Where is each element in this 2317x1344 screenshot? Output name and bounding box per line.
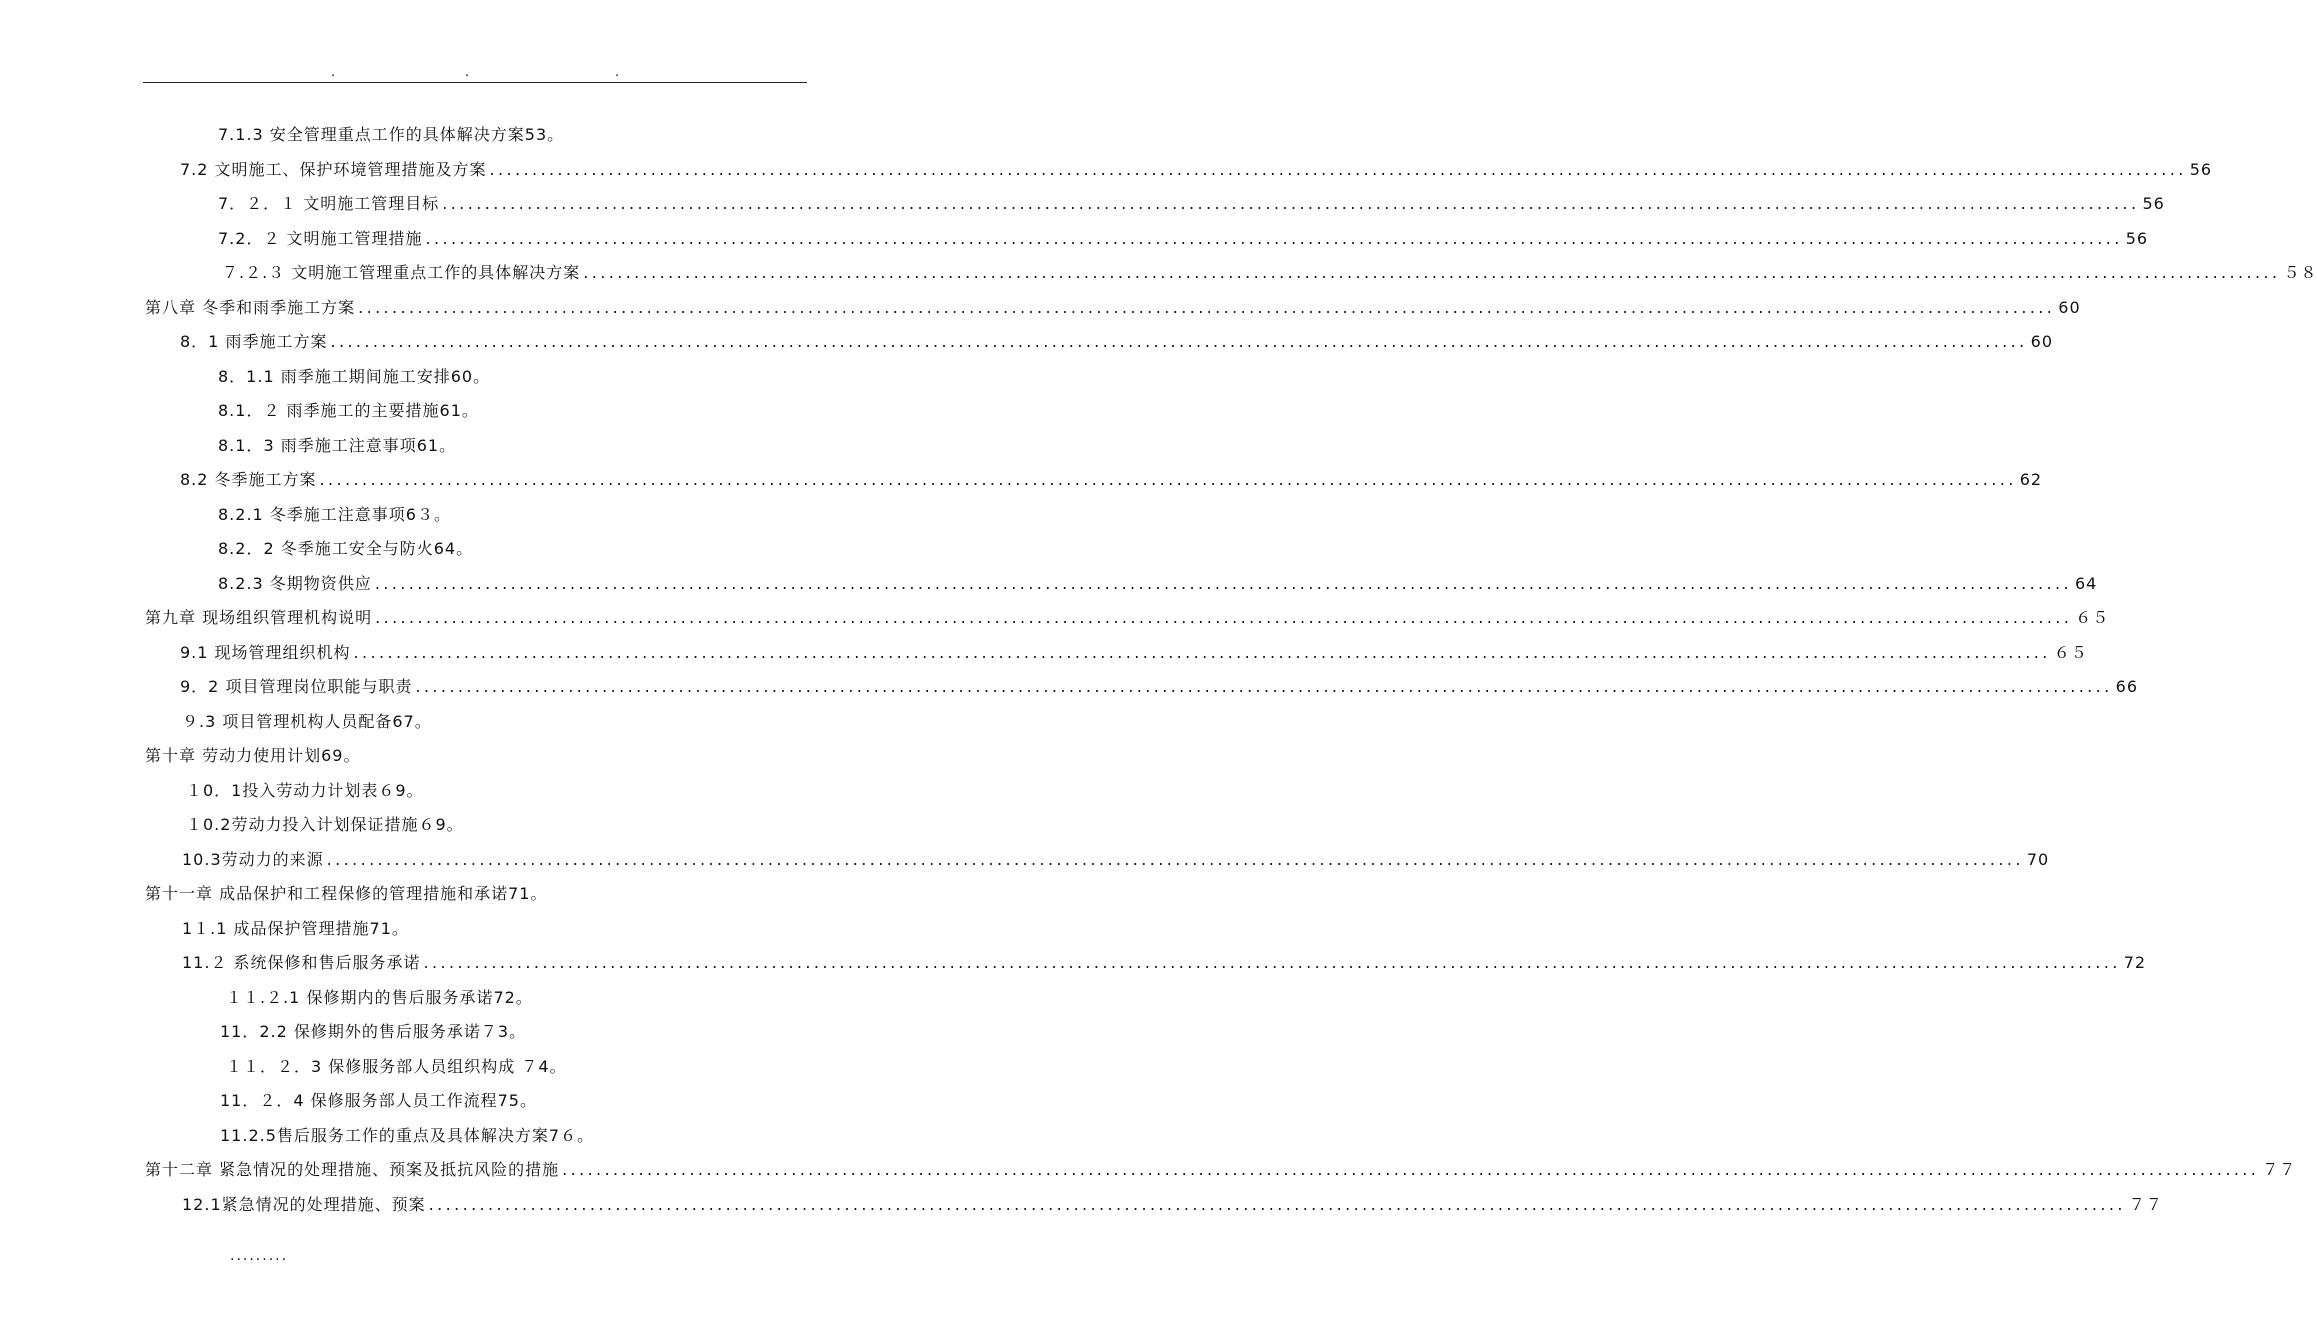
dot-leader: ........................................................................................................................................................................................................ [428, 1195, 2126, 1214]
toc-entry[interactable]: 9．2 项目管理岗位职能与职责 ........................................................................................................................................................................................................ 66 [180, 677, 2138, 696]
dot-leader: ........................................................................................................................................................................................................ [562, 1160, 2260, 1179]
dot-leader: ........................................................................................................................................................................................................ [415, 677, 2113, 696]
header-dot: . [331, 65, 336, 80]
toc-entry[interactable]: 8.2 冬季施工方案 ........................................................................................................................................................................................................ 62 [180, 470, 2043, 489]
toc-entry[interactable]: 7.1.3 安全管理重点工作的具体解决方案53。 [218, 125, 565, 144]
page-number: 62 [2019, 470, 2043, 489]
toc-entry[interactable]: 12.1紧急情况的处理措施、预案 ........................................................................................................................................................................................................ ７７ [182, 1195, 2163, 1214]
toc-entry[interactable]: 第十一章 成品保护和工程保修的管理措施和承诺71。 [145, 884, 548, 903]
toc-entry[interactable]: 7.2．２ 文明施工管理措施 ........................................................................................................................................................................................................ 56 [218, 229, 2149, 248]
page-number: ６５ [2075, 608, 2110, 627]
page-number: 64 [2075, 574, 2098, 593]
dot-leader: ........................................................................................................................................................................................................ [375, 608, 2073, 627]
dot-leader: ........................................................................................................................................................................................................ [425, 229, 2123, 248]
toc-entry[interactable]: 第九章 现场组织管理机构说明 ........................................................................................................................................................................................................ ６５ [145, 608, 2110, 627]
toc-entry[interactable]: １１.２.1 保修期内的售后服务承诺72。 [226, 988, 533, 1007]
page-number: ６５ [2053, 643, 2088, 662]
dot-leader: ........................................................................................................................................................................................................ [358, 298, 2056, 317]
page-footer-dots: ......... [230, 1248, 289, 1264]
toc-entry[interactable]: 8．1.1 雨季施工期间施工安排60。 [218, 367, 491, 386]
dot-leader: ........................................................................................................................................................................................................ [442, 194, 2140, 213]
page-number: 56 [2189, 160, 2213, 179]
dot-leader: ........................................................................................................................................................................................................ [423, 953, 2121, 972]
toc-entry[interactable]: 8.2.1 冬季施工注意事项6３。 [218, 505, 451, 524]
toc-entry[interactable]: ７.２.３ 文明施工管理重点工作的具体解决方案 ........................................................................................................................................................................................................ ５８ [222, 263, 2317, 282]
page-number: 70 [2026, 850, 2050, 869]
dot-leader: ........................................................................................................................................................................................................ [374, 574, 2072, 593]
toc-entry[interactable]: １0．1投入劳动力计划表６9。 [186, 781, 424, 800]
dot-leader: ........................................................................................................................................................................................................ [326, 850, 2024, 869]
toc-entry[interactable]: 7.2 文明施工、保护环境管理措施及方案 ........................................................................................................................................................................................................ 56 [180, 160, 2213, 179]
toc-entry[interactable]: 11．２．4 保修服务部人员工作流程75。 [220, 1091, 537, 1110]
toc-entry[interactable]: １0.2劳动力投入计划保证措施６9。 [186, 815, 464, 834]
dot-leader: ........................................................................................................................................................................................................ [319, 470, 2017, 489]
toc-entry[interactable]: 11.２ 系统保修和售后服务承诺 ........................................................................................................................................................................................................ 72 [182, 953, 2147, 972]
dot-leader: ........................................................................................................................................................................................................ [353, 643, 2051, 662]
toc-entry[interactable]: １１．２．3 保修服务部人员组织构成 ７4。 [226, 1057, 567, 1076]
toc-entry[interactable]: ９.3 项目管理机构人员配备67。 [182, 712, 432, 731]
page-number: ５８ [2283, 263, 2317, 282]
toc-entry[interactable]: 8.1．3 雨季施工注意事项61。 [218, 436, 457, 455]
page-number: 56 [2125, 229, 2149, 248]
header-dot: . [615, 65, 620, 80]
dot-leader: ........................................................................................................................................................................................................ [489, 160, 2187, 179]
toc-entry[interactable]: 7．２．１ 文明施工管理目标 ........................................................................................................................................................................................................ 56 [218, 194, 2165, 213]
toc-entry[interactable]: 8．1 雨季施工方案 ........................................................................................................................................................................................................ 60 [180, 332, 2053, 351]
toc-entry[interactable]: 8.2．2 冬季施工安全与防火64。 [218, 539, 474, 558]
toc-entry[interactable]: 10.3劳动力的来源 ........................................................................................................................................................................................................ 70 [182, 850, 2050, 869]
toc-entry[interactable]: 8.1．２ 雨季施工的主要措施61。 [218, 401, 479, 420]
page-number: 56 [2142, 194, 2165, 213]
page-number: 60 [2030, 332, 2053, 351]
toc-entry[interactable]: 11.2.5售后服务工作的重点及具体解决方案7６。 [220, 1126, 595, 1145]
toc-entry[interactable]: 11．2.2 保修期外的售后服务承诺７3。 [220, 1022, 527, 1041]
dot-leader: ........................................................................................................................................................................................................ [583, 263, 2281, 282]
page-number: ７７ [2262, 1160, 2297, 1179]
page-number: ７７ [2128, 1195, 2163, 1214]
page-number: 60 [2058, 298, 2081, 317]
toc-entry[interactable]: 9.1 现场管理组织机构 ........................................................................................................................................................................................................ ６５ [180, 643, 2088, 662]
page-number: 72 [2123, 953, 2147, 972]
page-header-dots [143, 66, 807, 80]
toc-entry[interactable]: 第八章 冬季和雨季施工方案 ........................................................................................................................................................................................................ 60 [145, 298, 2081, 317]
toc-entry[interactable]: 第十章 劳动力使用计划69。 [145, 746, 361, 765]
dot-leader: ........................................................................................................................................................................................................ [330, 332, 2028, 351]
header-dot: . [465, 65, 470, 80]
toc-entry[interactable]: 1１.1 成品保护管理措施71。 [182, 919, 409, 938]
toc-entry[interactable]: 第十二章 紧急情况的处理措施、预案及抵抗风险的措施 ........................................................................................................................................................................................................ ７７ [145, 1160, 2297, 1179]
header-rule [143, 82, 807, 83]
page-number: 66 [2115, 677, 2138, 696]
toc-entry[interactable]: 8.2.3 冬期物资供应 ........................................................................................................................................................................................................ 64 [218, 574, 2098, 593]
